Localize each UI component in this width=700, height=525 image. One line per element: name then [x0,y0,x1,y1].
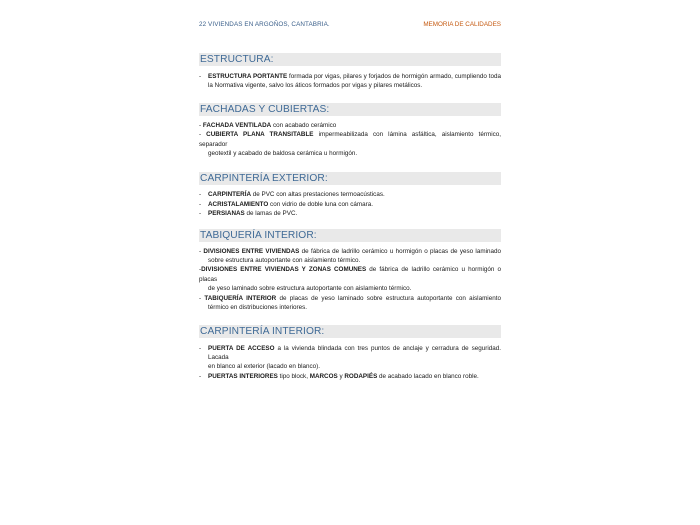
list-item: - FACHADA VENTILADA con acabado cerámico [199,121,337,129]
header-project-title: 22 VIVIENDAS EN ARGOÑOS, CANTABRIA. [199,20,330,28]
list-item: - ACRISTALAMIENTO con vidrio de doble luna con cámara. [199,200,373,208]
list-carpinteria-interior [199,344,501,382]
list-estructura [199,72,501,91]
item-bold: PUERTA DE ACCESO [208,344,275,352]
item-text: de PVC con altas prestaciones termoacústicas. [251,191,385,199]
section-title-fachadas: FACHADAS Y CUBIERTAS: [199,103,501,116]
document-page [199,18,501,381]
list-item: - TABIQUERÍA INTERIOR de placas de yeso laminado sobre estructura autoportante con aislamiento térmico en distribuciones interiores. [199,294,501,312]
item-text: de fábrica de ladrillo cerámico u hormigón o placas de yeso laminado [299,247,501,255]
item-bold: DIVISIONES ENTRE VIVIENDAS [203,247,300,255]
list-item: - CARPINTERÍA de PVC con altas prestaciones termoacústicas. [199,191,385,199]
list-item: - CUBIERTA PLANA TRANSITABLE impermeabilizada con lámina asfáltica, aislamiento térmico, separador geotextil y acabado de baldosa cerámica u hormigón. [199,131,501,158]
section-title-carpinteria-interior: CARPINTERÍA INTERIOR: [199,325,501,338]
list-item: - DIVISIONES ENTRE VIVIENDAS de fábrica de ladrillo cerámico u hormigón o placas de yeso laminado sobre estructura autoportante con aislamiento térmico. [199,247,501,265]
list-fachadas [199,121,501,159]
item-bold: ESTRUCTURA PORTANTE [208,73,288,80]
item-text: tipo block, [277,372,310,380]
item-bold: CARPINTERÍA [208,191,252,199]
list-tabiqueria [199,247,501,313]
list-carpinteria-exterior [199,190,501,218]
item-text: con acabado cerámico [271,121,337,129]
list-item: - PUERTA DE ACCESO a la vivienda blindada con tres puntos de anclaje y cerradura de seguridad. Lacada en blanco al exterior (lacado en blanco). [199,344,501,371]
item-text: con vidrio de doble luna con cámara. [268,200,373,208]
item-bold: PUERTAS INTERIORES [208,372,278,380]
item-text-cont: geotextil y acabado de baldosa cerámica u hormigón. [208,150,358,158]
item-text: formada por vigas, pilares y forjados de hormigón armado, cumpliendo toda [287,73,501,80]
item-bold: TABIQUERÍA INTERIOR [204,294,277,302]
list-item: - PERSIANAS de lamas de PVC. [199,210,298,218]
item-text: impermeabilizada con lámina asfáltica, aislamiento térmico, separador [199,131,501,148]
item-text-cont: térmico en distribuciones interiores. [208,304,308,312]
section-title-estructura: ESTRUCTURA: [199,53,501,66]
item-text-cont: en blanco al exterior (lacado en blanco). [208,363,321,371]
list-item: - ESTRUCTURA PORTANTE formada por vigas, pilares y forjados de hormigón armado, cumpliendo toda la Normativa vigente, salvo los áticos formados por vigas y pilares metálicos. [199,73,501,90]
item-text-cont: sobre estructura autoportante con aislamiento térmico. [208,257,361,265]
item-text-cont: la Normativa vigente, salvo los áticos formados por vigas y pilares metálicos. [208,82,423,90]
item-bold: FACHADA VENTILADA [202,121,272,129]
item-bold: MARCOS [309,372,338,380]
item-text: de acabado lacado en blanco roble. [377,372,479,380]
item-bold: DIVISIONES ENTRE VIVIENDAS Y ZONAS COMUNES [201,266,367,274]
item-text: de fábrica de ladrillo cerámico u hormigón o placas [199,266,501,283]
section-title-tabiqueria: TABIQUERÍA INTERIOR: [199,229,501,242]
item-text: y [337,372,345,380]
section-title-carpinteria-exterior: CARPINTERÍA EXTERIOR: [199,172,501,185]
item-text-cont: de yeso laminado sobre estructura autoportante con aislamiento térmico. [208,285,412,293]
header-document-title: MEMORIA DE CALIDADES [423,20,501,28]
list-item: - PUERTAS INTERIORES tipo block, MARCOS y RODAPIÉS de acabado lacado en blanco roble. [199,372,479,380]
item-text: de placas de yeso laminado sobre estructura autoportante con aislamiento [276,294,501,302]
item-text: a la vivienda blindada con tres puntos de anclaje y cerradura de seguridad. Lacada [208,344,501,361]
item-text: de lamas de PVC. [244,210,298,218]
list-item: -DIVISIONES ENTRE VIVIENDAS Y ZONAS COMUNES de fábrica de ladrillo cerámico u hormigón o placas de yeso laminado sobre estructura autoportante con aislamiento térmico. [199,266,501,293]
page-header [199,18,501,30]
item-bold: PERSIANAS [208,210,245,218]
item-bold: ACRISTALAMIENTO [208,200,269,208]
item-bold: RODAPIÉS [344,372,378,380]
item-bold: CUBIERTA PLANA TRANSITABLE [206,131,314,139]
